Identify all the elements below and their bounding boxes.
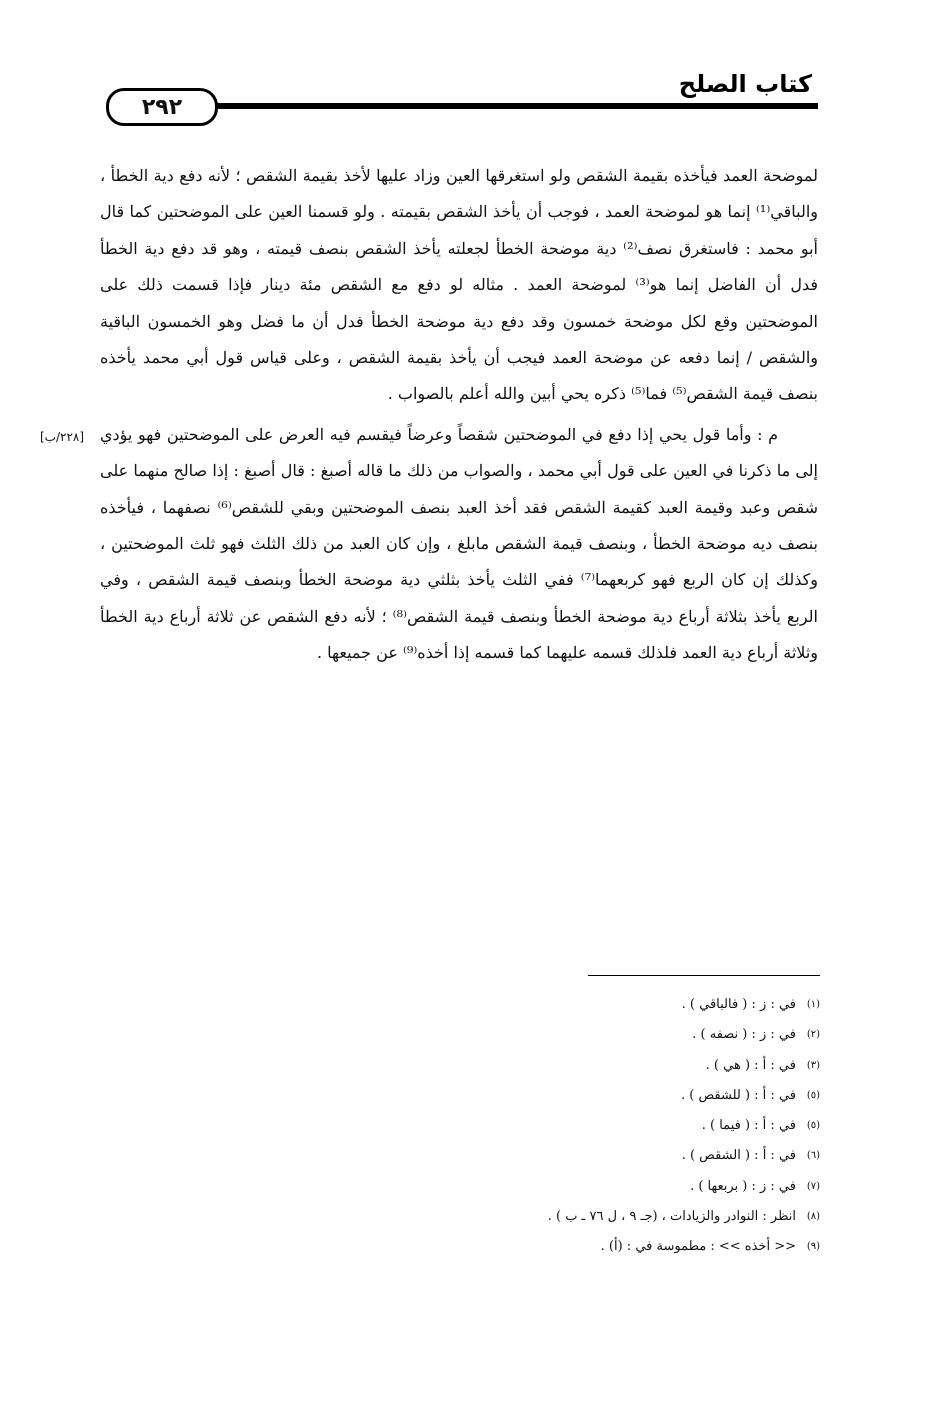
footnote-text: في : ز : ( فالباقي ) . xyxy=(681,997,796,1012)
footnote-item xyxy=(300,1081,820,1111)
footnote-text: في : أ : ( الشقص ) . xyxy=(681,1148,796,1164)
footnote-item xyxy=(300,1202,820,1232)
footnote-item xyxy=(300,1141,820,1171)
body-text xyxy=(100,158,818,672)
footnote-number: (٣) xyxy=(806,1059,820,1071)
footnote-item xyxy=(300,1172,820,1202)
footnote-number: (٩) xyxy=(806,1241,820,1253)
paragraph-1: لموضحة العمد فيأخذه بقيمة الشقص ولو استغرقها العين وزاد عليها لأخذ بقيمة الشقص ؛ لأنه دفع دية الخطأ ، والباقي⁽¹⁾ إنما هو لموضحة العمد ، فوجب أن يأخذ الشقص بقيمته . ولو قسمنا العين على الموضحتين كما قال أبو محمد : فاستغرق نصف⁽²⁾ دية موضحة الخطأ لجعلته يأخذ الشقص بنصف قيمته ، وهو قد دفع دية الخطأ فدل أن الفاضل إنما هو⁽³⁾ لموضحة العمد . مثاله لو دفع مع الشقص مئة دينار فإذا قسمت ذلك على الموضحتين وقع لكل موضحة خمسون وقد دفع دية موضحة الخطأ فدل أن ما فضل وهو الخمسون الباقية والشقص / إنما دفعه عن موضحة العمد فيجب أن يأخذ بقيمة الشقص ، وعلى قياس قول أبي محمد يأخذه بنصف قيمة الشقص⁽⁵⁾ فما⁽⁵⁾ ذكره يحي أبين والله أعلم بالصواب . xyxy=(100,166,819,404)
footnotes-list xyxy=(300,990,820,1263)
page-number: ٢٩٢ xyxy=(141,94,183,120)
page-number-frame xyxy=(106,88,218,126)
footnote-number: (١) xyxy=(806,999,820,1010)
margin-folio-note: [٢٢٨/ب] xyxy=(40,430,85,444)
footnote-item xyxy=(300,1111,820,1141)
footnote-number: (٧) xyxy=(806,1180,820,1192)
page-header xyxy=(100,60,818,130)
footnote-separator xyxy=(588,975,820,976)
footnote-number: (٦) xyxy=(806,1150,820,1162)
footnote-number: (٥) xyxy=(806,1089,820,1101)
footnote-text: في : أ : ( هي ) . xyxy=(705,1057,796,1073)
footnote-item xyxy=(300,1020,820,1050)
footnote-number: (٢) xyxy=(806,1029,820,1041)
footnote-item xyxy=(300,1051,820,1081)
footnote-text: في : ز : ( نصفه ) . xyxy=(692,1027,796,1043)
footnote-item xyxy=(300,990,820,1020)
footnote-number: (٥) xyxy=(806,1120,820,1132)
footnote-text: في : أ : ( فيما ) . xyxy=(701,1118,796,1134)
footnote-text: في : أ : ( للشقص ) . xyxy=(681,1087,796,1103)
footnote-number: (٨) xyxy=(806,1211,820,1223)
paragraph-2: م : وأما قول يحي إذا دفع في الموضحتين شقصاً وعرضاً فيقسم فيه العرض على الموضحتين فهو يؤدي إلى ما ذكرنا في العين على قول أبي محمد ، والصواب من ذلك ما قاله أصبغ : قال أصبغ : إذا صالح منهما على شقص وعبد وقيمة العبد كقيمة الشقص فقد أخذ العبد بنصف الموضحتين وبقي للشقص⁽⁶⁾ نصفهما ، فيأخذه بنصف ديه موضحة الخطأ ، وبنصف قيمة الشقص مابلغ ، وإن كان العبد من ذلك الثلث فهو ثلث الموضحتين ، وكذلك إن كان الربع فهو كربعهما⁽⁷⁾ ففي الثلث يأخذ بثلثي دية موضحة الخطأ وبنصف قيمة الشقص ، وفي الربع يأخذ بثلاثة أرباع دية موضحة الخطأ وبنصف قيمة الشقص⁽⁸⁾ ؛ لأنه دفع الشقص عن ثلاثة أرباع دية الخطأ وثلاثة أرباع دية العمد فلذلك قسمه عليهما كما قسمه إذا أخذه⁽⁹⁾ عن جميعها . xyxy=(100,424,819,663)
footnote-text: << أخذه >> : مطموسة في : (أ) . xyxy=(600,1239,796,1255)
header-rule xyxy=(208,103,818,109)
book-title: كتاب الصلح xyxy=(678,70,812,98)
footnote-text: في : ز : ( بربعها ) . xyxy=(690,1178,796,1194)
footnote-item xyxy=(300,1232,820,1262)
footnote-text: انظر : النوادر والزيادات ، (جـ ٩ ، ل ٧٦ ـ ب ) . xyxy=(547,1209,796,1225)
